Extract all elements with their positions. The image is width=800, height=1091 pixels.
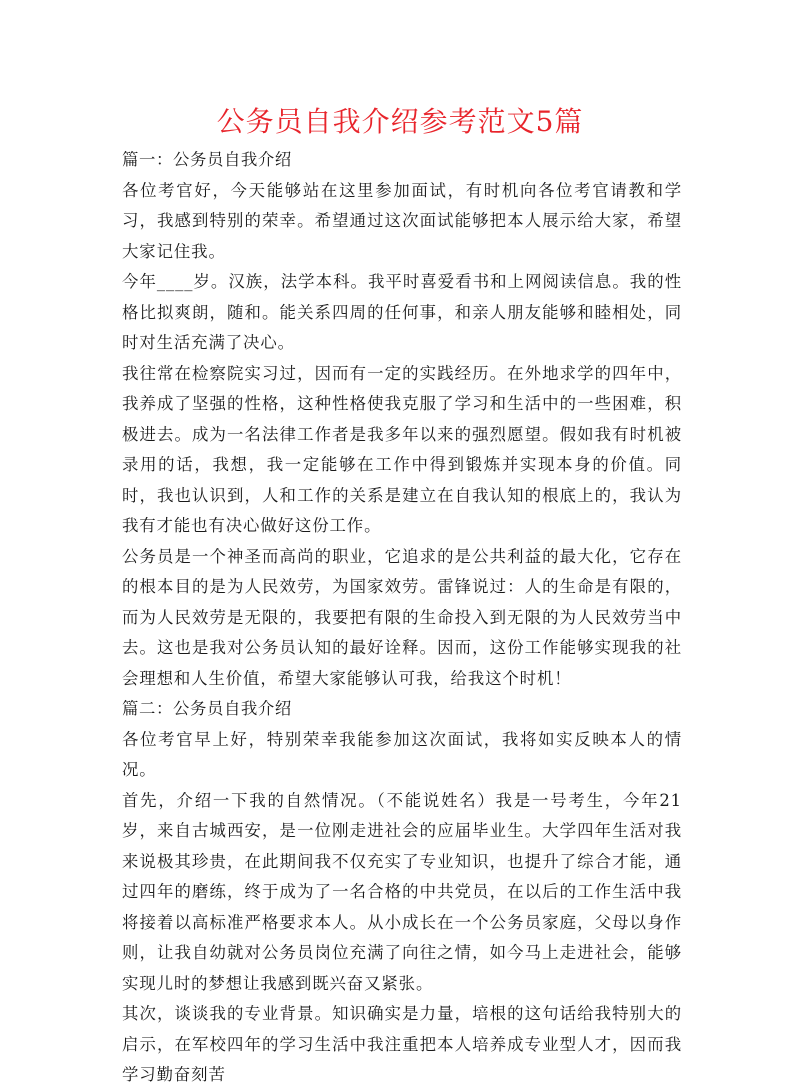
section-heading-2: 篇二：公务员自我介绍 xyxy=(122,699,292,718)
section-heading-1: 篇一：公务员自我介绍 xyxy=(122,150,292,169)
document-title: 公务员自我介绍参考范文5篇 xyxy=(216,105,584,138)
paragraph: 首先，介绍一下我的自然情况。（不能说姓名）我是一号考生，今年21岁，来自古城西安，是一位刚走进社会的应届毕业生。大学四年生活对我来说极其珍贵，在此期间我不仅充实了专业知识，也提升了综合才能，通过四年的磨练，终于成为了一名合格的中共党员，在以后的工作生活中我将接着以高标准严格要求本人。从小成长在一个公务员家庭，父母以身作则，让我自幼就对公务员岗位充满了向往之情，如今马上走进社会，能够实现儿时的梦想让我感到既兴奋又紧张。 xyxy=(122,790,682,993)
paragraph: 今年____岁。汉族，法学本科。我平时喜爱看书和上网阅读信息。我的性格比拟爽朗，随和。能关系四周的任何事，和亲人朋友能够和睦相处，同时对生活充满了决心。 xyxy=(122,272,682,352)
document-body xyxy=(122,145,682,1091)
paragraph: 公务员是一个神圣而高尚的职业，它追求的是公共利益的最大化，它存在的根本目的是为人民效劳，为国家效劳。雷锋说过：人的生命是有限的，而为人民效劳是无限的，我要把有限的生命投入到无限的为人民效劳当中去。这也是我对公务员认知的最好诠释。因而，这份工作能够实现我的社会理想和人生价值，希望大家能够认可我，给我这个时机！ xyxy=(122,546,682,688)
paragraph: 各位考官好，今天能够站在这里参加面试，有时机向各位考官请教和学习，我感到特别的荣幸。希望通过这次面试能够把本人展示给大家，希望大家记住我。 xyxy=(122,180,682,261)
paragraph: 各位考官早上好，特别荣幸我能参加这次面试，我将如实反映本人的情况。 xyxy=(122,729,682,779)
paragraph: 其次，谈谈我的专业背景。知识确实是力量，培根的这句话给我特别大的启示，在军校四年的学习生活中我注重把本人培养成专业型人才，因而我学习勤奋刻苦 xyxy=(122,1004,682,1084)
paragraph: 我往常在检察院实习过，因而有一定的实践经历。在外地求学的四年中，我养成了坚强的性格，这种性格使我克服了学习和生活中的一些困难，积极进去。成为一名法律工作者是我多年以来的强烈愿望。假如我有时机被录用的话，我想，我一定能够在工作中得到锻炼并实现本身的价值。同时，我也认识到，人和工作的关系是建立在自我认知的根底上的，我认为我有才能也有决心做好这份工作。 xyxy=(122,363,682,535)
